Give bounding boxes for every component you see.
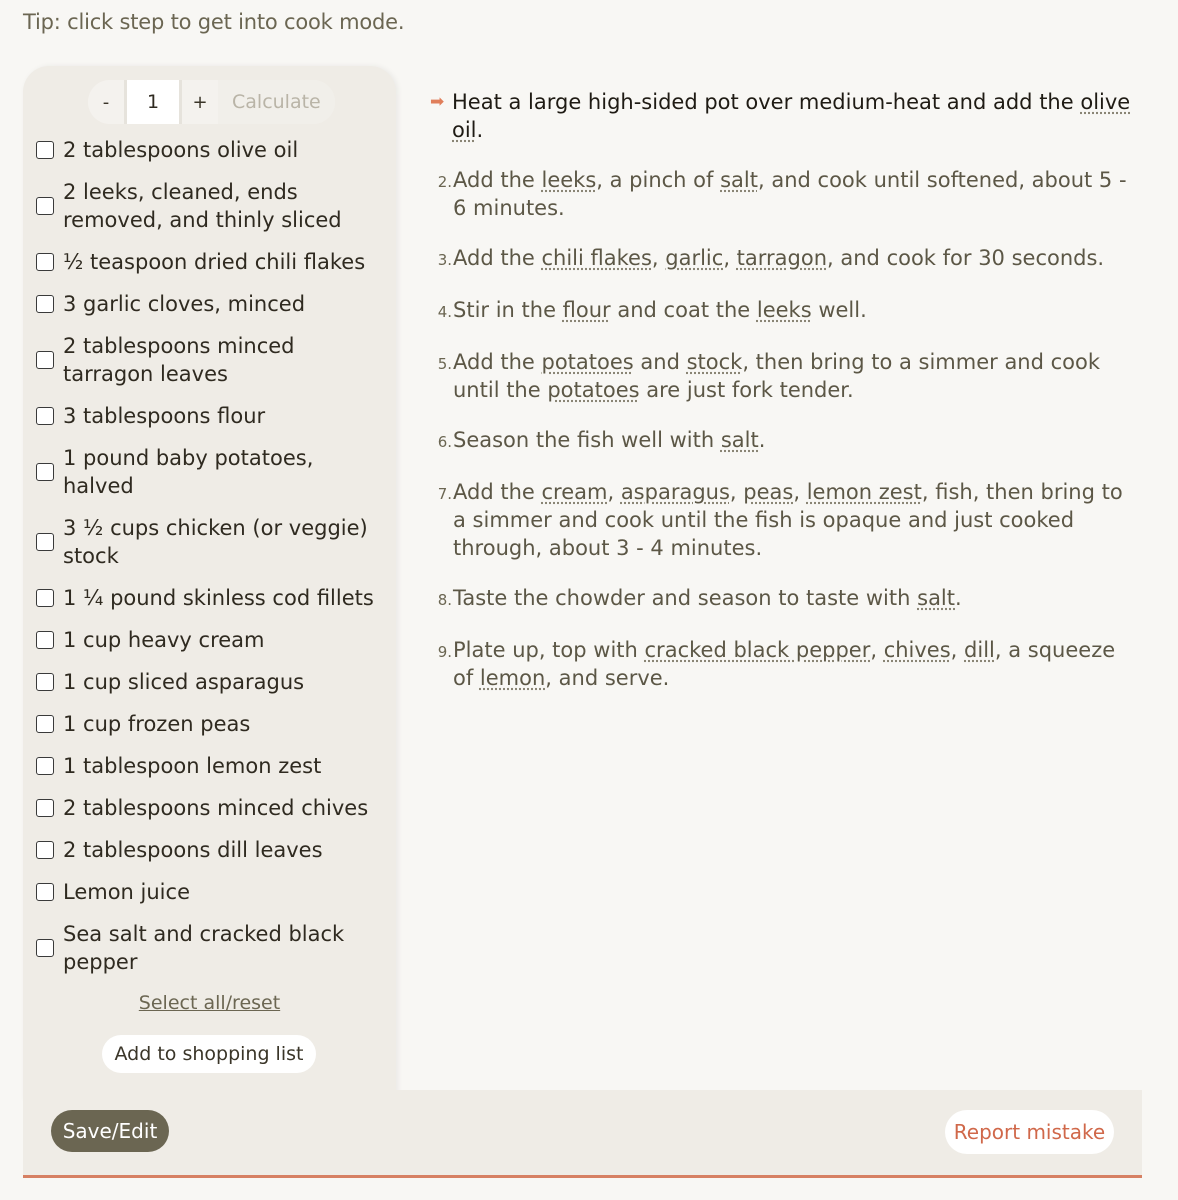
step-text-segment: , a squeeze of (453, 638, 1116, 690)
step-text (453, 348, 1135, 404)
cook-mode-tip: Tip: click step to get into cook mode. (23, 10, 405, 34)
ingredient-item[interactable] (36, 752, 376, 780)
step-text-segment: Add the (453, 168, 542, 192)
step-text-segment: , and cook until softened, about 5 - 6 minutes. (453, 168, 1127, 220)
ingredient-item[interactable] (36, 136, 376, 164)
instruction-step[interactable] (430, 478, 1135, 562)
step-text-segment: , and serve. (545, 666, 670, 690)
ingredient-checkbox[interactable] (36, 197, 54, 215)
step-text-segment: well. (811, 298, 867, 322)
step-text-segment: , (651, 246, 666, 270)
ingredient-reference: stock (686, 350, 743, 374)
step-number: 6. (437, 433, 452, 451)
increase-servings-button[interactable]: + (182, 80, 218, 124)
step-text-segment: . (758, 428, 766, 452)
ingredient-checkbox[interactable] (36, 757, 54, 775)
instruction-step[interactable] (430, 584, 1135, 614)
step-text-segment: Stir in the (453, 298, 563, 322)
step-text-segment: Heat a large high-sided pot over medium-heat and add the (452, 90, 1081, 114)
step-text-segment: , (729, 480, 744, 504)
ingredient-label: 1 ¼ pound skinless cod fillets (63, 586, 374, 610)
save-edit-button[interactable]: Save/Edit (51, 1110, 169, 1152)
step-text-segment: Season the fish well with (453, 428, 721, 452)
step-text (453, 166, 1135, 222)
ingredient-checkbox[interactable] (36, 799, 54, 817)
servings-stepper (88, 80, 335, 124)
ingredient-item[interactable] (36, 626, 376, 654)
ingredient-reference: cracked black pepper (644, 638, 871, 662)
ingredient-item[interactable] (36, 584, 376, 612)
step-text-segment: , fish, then bring to a simmer and cook until the fish is opaque and just cooked through, about 3 - 4 minutes. (453, 480, 1123, 560)
ingredient-reference: leeks (541, 168, 597, 192)
step-text-segment: , (607, 480, 621, 504)
ingredient-label: 1 tablespoon lemon zest (63, 754, 322, 778)
ingredient-item[interactable] (36, 290, 376, 318)
step-text-segment: , (723, 246, 737, 270)
ingredient-checkbox[interactable] (36, 631, 54, 649)
ingredient-item[interactable] (36, 402, 376, 430)
ingredient-checkbox[interactable] (36, 673, 54, 691)
ingredient-label: ½ teaspoon dried chili flakes (63, 250, 366, 274)
ingredient-label: 3 ½ cups chicken (or veggie) stock (63, 516, 368, 568)
step-text-segment: Add the (453, 246, 542, 270)
instruction-step[interactable] (430, 244, 1135, 274)
ingredient-reference: garlic (665, 246, 724, 270)
ingredient-reference: flour (562, 298, 611, 322)
ingredient-label: 2 tablespoons olive oil (63, 138, 299, 162)
ingredient-label: 1 cup sliced asparagus (63, 670, 305, 694)
ingredient-checkbox[interactable] (36, 939, 54, 957)
ingredient-checkbox[interactable] (36, 295, 54, 313)
ingredient-item[interactable] (36, 332, 376, 388)
step-text-segment: , and cook for 30 seconds. (827, 246, 1105, 270)
step-number: 5. (437, 355, 452, 373)
ingredient-label: 2 tablespoons dill leaves (63, 838, 323, 862)
ingredient-checkbox[interactable] (36, 533, 54, 551)
select-all-reset-link[interactable]: Select all/reset (138, 992, 281, 1014)
ingredient-item[interactable] (36, 794, 376, 822)
ingredient-checkbox[interactable] (36, 351, 54, 369)
step-text (452, 88, 1135, 144)
ingredient-reference: chives (883, 638, 951, 662)
ingredient-reference: salt (720, 168, 758, 192)
step-text-segment: Plate up, top with (453, 638, 645, 662)
ingredient-reference: salt (720, 428, 759, 452)
ingredient-checkbox[interactable] (36, 841, 54, 859)
ingredient-label: 3 garlic cloves, minced (63, 292, 306, 316)
ingredient-checkbox[interactable] (36, 463, 54, 481)
step-text (453, 244, 1135, 274)
ingredient-checkbox[interactable] (36, 141, 54, 159)
ingredient-reference: dill (964, 638, 995, 662)
ingredient-reference: lemon zest (806, 480, 922, 504)
ingredient-label: 1 cup heavy cream (63, 628, 265, 652)
ingredient-label: Sea salt and cracked black pepper (63, 922, 345, 974)
ingredient-item[interactable] (36, 878, 376, 906)
step-text-segment: , a pinch of (596, 168, 721, 192)
ingredient-label: 2 leeks, cleaned, ends removed, and thinly sliced (63, 180, 342, 232)
ingredient-label: 2 tablespoons minced tarragon leaves (63, 334, 295, 386)
ingredient-reference: peas (743, 480, 794, 504)
ingredient-item[interactable] (36, 836, 376, 864)
instruction-steps (430, 88, 1135, 714)
ingredient-label: 2 tablespoons minced chives (63, 796, 369, 820)
ingredient-reference: leeks (756, 298, 812, 322)
ingredient-checkbox[interactable] (36, 883, 54, 901)
step-text-segment: , (793, 480, 807, 504)
instruction-step[interactable] (430, 426, 1135, 456)
ingredient-item[interactable] (36, 444, 376, 500)
step-number: 9. (437, 643, 452, 661)
instruction-step[interactable] (430, 636, 1135, 692)
ingredient-item[interactable] (36, 920, 376, 976)
ingredient-reference: asparagus (620, 480, 730, 504)
ingredient-label: 3 tablespoons flour (63, 404, 266, 428)
ingredient-reference: cream (541, 480, 608, 504)
step-text-segment: . (955, 586, 962, 610)
step-text (453, 478, 1135, 562)
instruction-step[interactable] (430, 296, 1135, 326)
servings-input[interactable]: 1 (127, 80, 179, 124)
ingredient-item[interactable] (36, 514, 376, 570)
ingredient-label: 1 pound baby potatoes, halved (63, 446, 314, 498)
step-number: 2. (437, 173, 452, 191)
ingredient-reference: lemon (479, 666, 546, 690)
ingredient-reference: potatoes (547, 378, 640, 402)
current-step-arrow-icon: ➡ (430, 92, 445, 112)
step-text-segment: and (633, 350, 687, 374)
ingredient-reference: chili flakes (541, 246, 652, 270)
ingredient-reference: salt (917, 586, 956, 610)
decrease-servings-button[interactable]: - (88, 80, 124, 124)
instruction-step[interactable] (430, 166, 1135, 222)
ingredient-reference: olive oil (452, 90, 1131, 142)
ingredient-reference: potatoes (541, 350, 634, 374)
step-number: 4. (437, 303, 452, 321)
ingredient-checkbox[interactable] (36, 407, 54, 425)
step-text-segment: . (476, 118, 484, 142)
step-text-segment: , then bring to a simmer and cook until the (453, 350, 1101, 402)
step-text-segment: are just fork tender. (639, 378, 854, 402)
ingredient-item[interactable] (36, 710, 376, 738)
step-text-segment: Add the (453, 480, 542, 504)
step-text (453, 636, 1135, 692)
step-text (453, 426, 1135, 456)
step-text (453, 296, 1135, 326)
instruction-step[interactable] (430, 88, 1135, 144)
instruction-step[interactable] (430, 348, 1135, 404)
add-to-shopping-list-button[interactable]: Add to shopping list (102, 1035, 316, 1073)
ingredient-item[interactable] (36, 248, 376, 276)
step-text-segment: and coat the (610, 298, 757, 322)
ingredient-reference: tarragon (736, 246, 828, 270)
step-number: 3. (437, 251, 452, 269)
ingredient-checkbox[interactable] (36, 589, 54, 607)
ingredient-label: Lemon juice (63, 880, 190, 904)
ingredient-item[interactable] (36, 668, 376, 696)
ingredient-list (36, 136, 376, 990)
step-text-segment: , (950, 638, 965, 662)
step-number: 7. (437, 485, 452, 503)
step-number: 8. (437, 591, 452, 609)
ingredient-checkbox[interactable] (36, 715, 54, 733)
step-text-segment: , (870, 638, 884, 662)
step-text-segment: Taste the chowder and season to taste with (453, 586, 918, 610)
calculate-button[interactable]: Calculate (218, 80, 335, 124)
ingredient-checkbox[interactable] (36, 253, 54, 271)
report-mistake-button[interactable]: Report mistake (945, 1110, 1114, 1154)
ingredient-label: 1 cup frozen peas (63, 712, 251, 736)
step-text (453, 584, 1135, 614)
step-text-segment: Add the (453, 350, 542, 374)
ingredient-item[interactable] (36, 178, 376, 234)
